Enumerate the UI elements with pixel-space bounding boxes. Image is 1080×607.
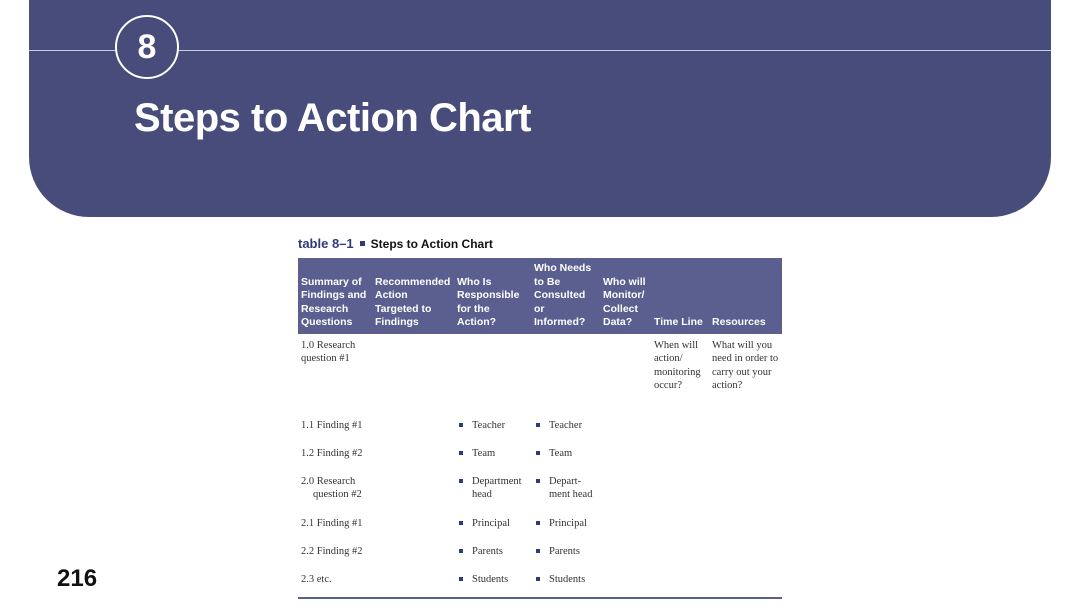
cell-summary: 1.2 Finding #2 [301, 447, 363, 459]
steps-to-action-table [298, 258, 782, 599]
header-summary: Summary of Findings and Research Questions [298, 258, 372, 334]
header-time-line: Time Line [651, 258, 709, 334]
caption-bullet-icon [360, 241, 365, 246]
cell-consulted: Parents [531, 545, 600, 573]
table-row [298, 447, 782, 475]
bullet-icon [536, 451, 540, 455]
cell-action [372, 545, 454, 573]
bullet-icon [459, 479, 463, 483]
cell-consulted: Team [531, 447, 600, 475]
cell-resources: What will you need in order to carry out your action? [712, 339, 779, 391]
cell-consulted: Students [531, 573, 600, 598]
table-title: Steps to Action Chart [370, 237, 493, 251]
bullet-icon [459, 549, 463, 553]
cell-responsible: Parents [454, 545, 531, 573]
cell-monitor [600, 475, 651, 517]
table-caption [298, 236, 493, 251]
cell-responsible: Department head [454, 475, 531, 517]
cell-timeline [651, 545, 709, 573]
cell-action [372, 447, 454, 475]
cell-monitor [600, 573, 651, 598]
bullet-icon [536, 577, 540, 581]
cell-timeline: When will action/ monitoring occur? [654, 339, 701, 391]
cell-responsible: Teacher [454, 419, 531, 447]
cell-summary: 1.0 Research question #1 [301, 339, 356, 364]
cell-resources [709, 475, 782, 517]
page-number: 216 [57, 565, 98, 592]
table-row [298, 475, 782, 517]
cell-summary: 2.3 etc. [298, 573, 372, 598]
cell-consulted [531, 334, 600, 419]
cell-responsible: Team [454, 447, 531, 475]
cell-monitor [600, 447, 651, 475]
table-row [298, 517, 782, 545]
header-resources: Resources [709, 258, 782, 334]
cell-consulted: Depart-ment head [531, 475, 600, 517]
table-row [298, 545, 782, 573]
cell-responsible: Students [454, 573, 531, 598]
cell-monitor [600, 419, 651, 447]
cell-resources [709, 573, 782, 598]
table-label: table 8–1 [298, 236, 354, 251]
bullet-icon [459, 577, 463, 581]
header-monitor: Who will Monitor/ Collect Data? [600, 258, 651, 334]
cell-responsible [454, 334, 531, 419]
table-row [298, 419, 782, 447]
cell-responsible: Principal [454, 517, 531, 545]
cell-action [372, 475, 454, 517]
bullet-icon [536, 549, 540, 553]
cell-summary: 1.1 Finding #1 [301, 419, 363, 431]
cell-monitor [600, 334, 651, 419]
cell-summary: 2.1 Finding #1 [301, 517, 363, 529]
bullet-icon [459, 451, 463, 455]
cell-consulted: Teacher [531, 419, 600, 447]
cell-action [372, 573, 454, 598]
table-row [298, 334, 782, 419]
cell-action [372, 517, 454, 545]
cell-resources [709, 545, 782, 573]
table-row [298, 573, 782, 598]
bullet-icon [536, 521, 540, 525]
chapter-number-badge: 8 [115, 15, 179, 79]
table-header-row [298, 258, 782, 334]
header-recommended-action: Recommended Action Targeted to Findings [372, 258, 454, 334]
chapter-title: Steps to Action Chart [134, 96, 531, 140]
cell-action [372, 334, 454, 419]
cell-resources [709, 517, 782, 545]
header-responsible: Who Is Responsible for the Action? [454, 258, 531, 334]
cell-timeline [651, 475, 709, 517]
banner-rule [29, 50, 1051, 51]
bullet-icon [536, 423, 540, 427]
cell-timeline [651, 447, 709, 475]
cell-resources [709, 447, 782, 475]
cell-summary: 2.0 Research question #2 [301, 475, 362, 500]
cell-timeline [651, 517, 709, 545]
cell-action [372, 419, 454, 447]
cell-consulted: Principal [531, 517, 600, 545]
cell-monitor [600, 517, 651, 545]
cell-timeline [651, 419, 709, 447]
cell-timeline [651, 573, 709, 598]
bullet-icon [536, 479, 540, 483]
bullet-icon [459, 423, 463, 427]
cell-summary: 2.2 Finding #2 [301, 545, 363, 557]
bullet-icon [459, 521, 463, 525]
header-consulted: Who Needs to Be Consulted or Informed? [531, 258, 600, 334]
cell-monitor [600, 545, 651, 573]
cell-resources [709, 419, 782, 447]
